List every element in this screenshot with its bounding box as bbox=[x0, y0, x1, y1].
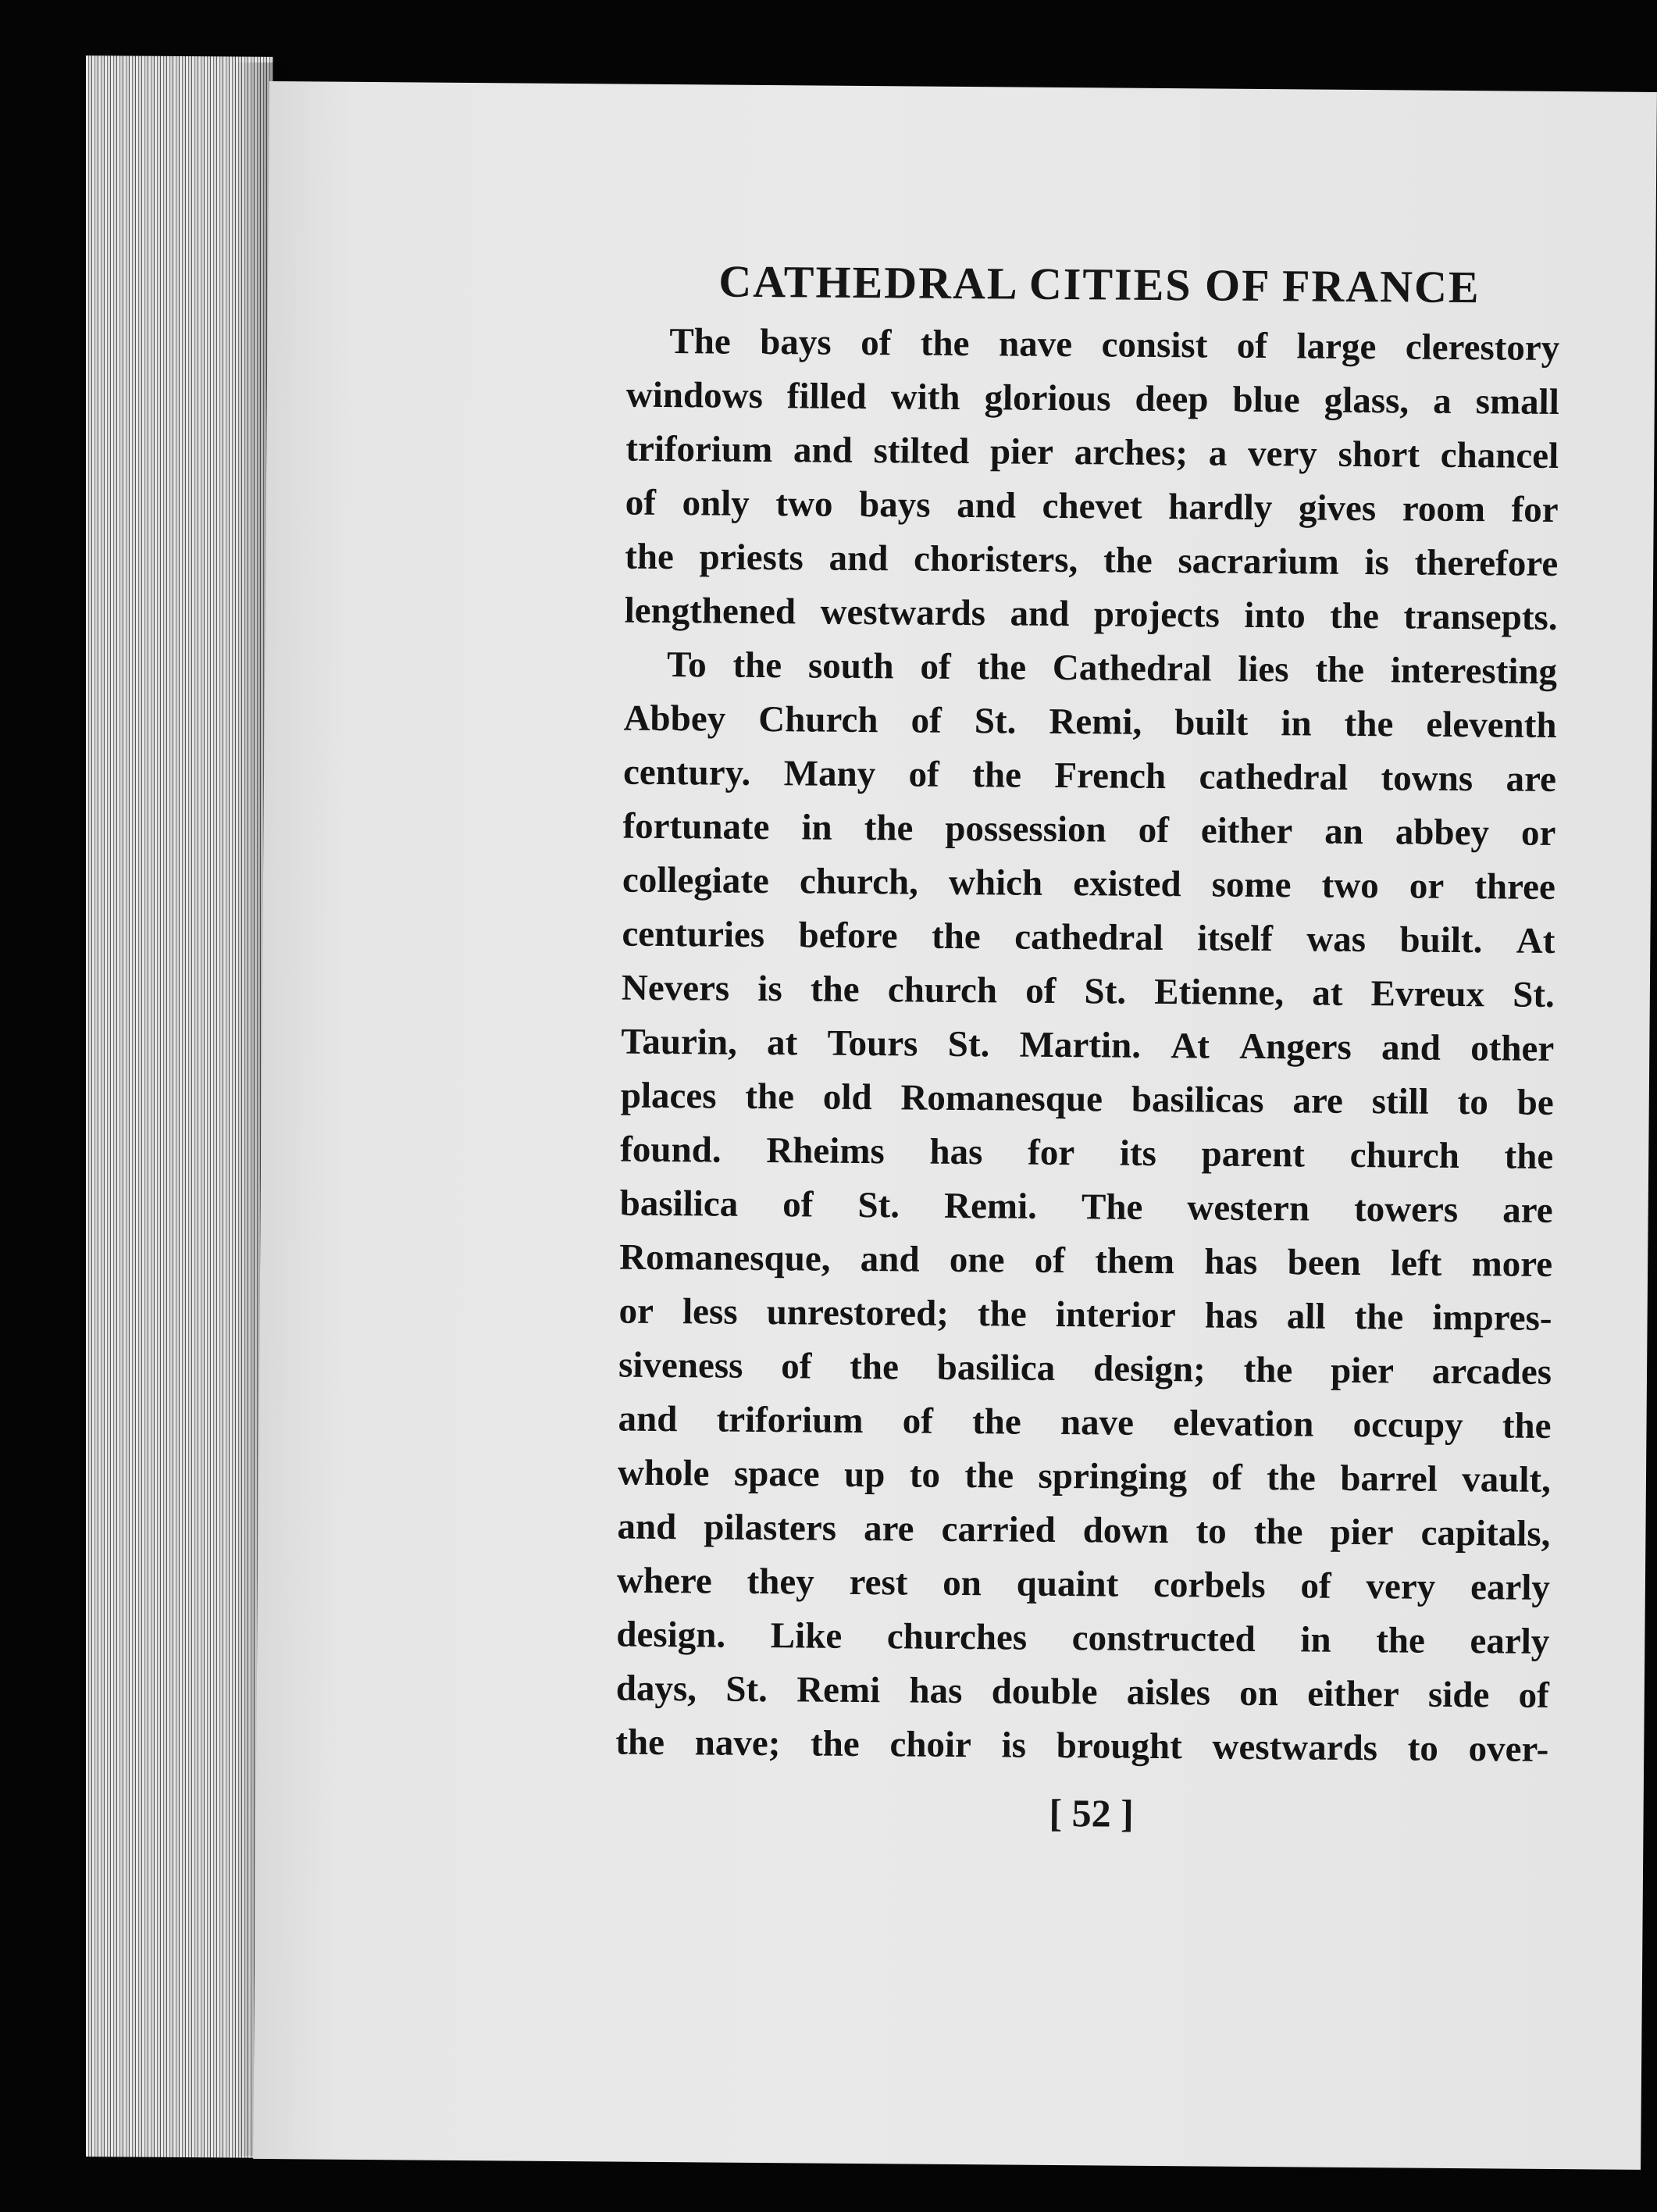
word: therefore bbox=[1414, 542, 1559, 584]
word: south bbox=[807, 645, 894, 687]
word: stilted bbox=[873, 430, 970, 473]
word: built. bbox=[1399, 919, 1483, 962]
word: and bbox=[957, 484, 1017, 526]
paragraph bbox=[624, 315, 1559, 645]
word: where bbox=[616, 1560, 712, 1602]
word: to bbox=[909, 1454, 941, 1496]
word: into bbox=[1244, 594, 1306, 637]
word: Nevers bbox=[621, 967, 730, 1009]
word: St. bbox=[725, 1668, 768, 1711]
word: vault, bbox=[1462, 1459, 1552, 1500]
word: barrel bbox=[1340, 1457, 1438, 1500]
text-line bbox=[618, 1447, 1552, 1507]
word: days, bbox=[615, 1668, 697, 1710]
word: or bbox=[618, 1290, 654, 1332]
word: collegiate bbox=[622, 859, 770, 902]
word: filled bbox=[786, 376, 867, 418]
word: westwards bbox=[1212, 1726, 1378, 1769]
word: hardly bbox=[1167, 487, 1273, 529]
word: basilicas bbox=[1131, 1079, 1264, 1122]
word: space bbox=[733, 1453, 820, 1495]
word: be bbox=[1516, 1082, 1554, 1123]
word: of bbox=[902, 1400, 934, 1442]
word: are bbox=[1502, 1190, 1553, 1231]
word: very bbox=[1366, 1566, 1436, 1607]
word: church bbox=[1349, 1134, 1460, 1177]
text-line bbox=[617, 1500, 1551, 1561]
word: whole bbox=[617, 1452, 710, 1494]
word: cathedral bbox=[1199, 756, 1349, 798]
word: gives bbox=[1298, 487, 1377, 530]
word: Remi. bbox=[943, 1185, 1038, 1227]
word: century. bbox=[622, 751, 751, 794]
word: Etienne, bbox=[1154, 971, 1285, 1014]
word: choristers, bbox=[913, 538, 1078, 581]
word: impres- bbox=[1432, 1297, 1552, 1339]
word: and bbox=[828, 537, 889, 580]
word: in bbox=[1281, 703, 1312, 744]
text-line bbox=[616, 1662, 1550, 1723]
word: they bbox=[747, 1561, 814, 1603]
word: interesting bbox=[1390, 650, 1558, 692]
word: still bbox=[1371, 1081, 1430, 1122]
word: old bbox=[822, 1076, 872, 1118]
word: cathedral bbox=[1014, 916, 1164, 959]
word: Martin. bbox=[1019, 1024, 1142, 1066]
word: or bbox=[1409, 865, 1445, 907]
word: the bbox=[1330, 595, 1380, 637]
word: Church bbox=[758, 698, 878, 741]
word: the bbox=[615, 1721, 665, 1764]
word: Taurin, bbox=[621, 1021, 738, 1063]
word: two bbox=[1321, 865, 1379, 907]
word: the bbox=[977, 1293, 1027, 1335]
word: are bbox=[1506, 758, 1557, 800]
text-line bbox=[621, 1069, 1555, 1130]
word: them bbox=[1095, 1240, 1175, 1283]
word: its bbox=[1119, 1133, 1157, 1174]
word: double bbox=[991, 1671, 1098, 1713]
word: very bbox=[1247, 433, 1318, 475]
word: the bbox=[732, 644, 782, 687]
word: to bbox=[1457, 1081, 1489, 1123]
word: for bbox=[1511, 489, 1559, 530]
word: is bbox=[1364, 542, 1390, 583]
word: the bbox=[850, 1346, 900, 1388]
word: has bbox=[1204, 1241, 1258, 1283]
word: transepts. bbox=[1403, 596, 1558, 638]
word: the bbox=[1502, 1405, 1552, 1447]
text-line bbox=[622, 854, 1556, 915]
word: more bbox=[1471, 1243, 1553, 1285]
book-page bbox=[253, 81, 1657, 2170]
word: consist bbox=[1101, 324, 1208, 366]
word: either bbox=[1200, 810, 1293, 852]
word: of bbox=[1034, 1240, 1066, 1282]
word: siveness bbox=[618, 1344, 743, 1386]
word: of bbox=[1024, 970, 1057, 1011]
text-line bbox=[623, 692, 1557, 753]
word: side bbox=[1427, 1674, 1490, 1716]
word: on bbox=[1239, 1672, 1279, 1714]
word: at bbox=[1312, 972, 1343, 1014]
word: design; bbox=[1092, 1348, 1206, 1390]
word: basilica bbox=[619, 1183, 739, 1225]
word: occupy bbox=[1352, 1404, 1463, 1447]
page-number: [ 52 ] bbox=[1049, 1790, 1134, 1836]
word: pilasters bbox=[704, 1507, 837, 1549]
text-line bbox=[618, 1339, 1552, 1400]
text-line bbox=[617, 1554, 1551, 1615]
word: of bbox=[910, 700, 942, 741]
word: projects bbox=[1093, 594, 1220, 636]
word: pier bbox=[989, 431, 1054, 473]
word: and bbox=[793, 430, 853, 471]
word: of bbox=[1518, 1675, 1550, 1716]
word: the bbox=[745, 1076, 795, 1118]
word: To bbox=[666, 644, 707, 686]
text-line bbox=[622, 908, 1555, 969]
word: church bbox=[887, 969, 998, 1011]
word: nave; bbox=[694, 1722, 781, 1764]
word: choir bbox=[889, 1724, 972, 1766]
word: springing bbox=[1038, 1455, 1188, 1498]
word: and bbox=[1381, 1027, 1441, 1069]
text-line bbox=[615, 1716, 1549, 1777]
word: At bbox=[1516, 920, 1555, 962]
word: all bbox=[1286, 1296, 1326, 1337]
word: up bbox=[843, 1454, 886, 1496]
word: the bbox=[1354, 1296, 1404, 1338]
word: Cathedral bbox=[1052, 647, 1212, 690]
word: of bbox=[920, 646, 951, 687]
word: abbey bbox=[1395, 812, 1490, 854]
word: some bbox=[1211, 864, 1292, 906]
word: The bbox=[669, 321, 731, 362]
word: chevet bbox=[1042, 485, 1142, 527]
word: of bbox=[781, 1346, 812, 1387]
word: Remi, bbox=[1049, 701, 1142, 743]
text-line bbox=[618, 1393, 1552, 1454]
word: in bbox=[1300, 1619, 1331, 1661]
word: found. bbox=[620, 1129, 722, 1171]
word: Many bbox=[783, 753, 876, 795]
word: the bbox=[1376, 1620, 1426, 1661]
text-line bbox=[618, 1285, 1552, 1346]
word: places bbox=[620, 1075, 717, 1117]
word: capitals, bbox=[1420, 1512, 1551, 1554]
word: St. bbox=[1513, 974, 1555, 1015]
word: of bbox=[625, 482, 657, 523]
word: the bbox=[964, 1455, 1014, 1497]
word: and bbox=[1010, 593, 1070, 635]
text-line bbox=[619, 1177, 1553, 1238]
word: Romanesque, bbox=[618, 1236, 831, 1279]
text-line bbox=[625, 423, 1559, 483]
word: on bbox=[943, 1562, 982, 1604]
word: glass, bbox=[1324, 380, 1409, 422]
word: of bbox=[1236, 325, 1268, 367]
word: westwards bbox=[820, 591, 986, 634]
word: interior bbox=[1055, 1293, 1177, 1336]
word: large bbox=[1296, 326, 1377, 368]
word: Rheims bbox=[766, 1130, 885, 1172]
text-line bbox=[626, 369, 1560, 430]
word: down bbox=[1082, 1510, 1169, 1552]
word: which bbox=[948, 862, 1043, 904]
word: rest bbox=[849, 1561, 908, 1604]
word: one bbox=[949, 1239, 1005, 1281]
text-line bbox=[622, 800, 1556, 861]
word: At bbox=[1171, 1026, 1210, 1067]
word: left bbox=[1390, 1243, 1442, 1284]
word: the bbox=[1103, 540, 1153, 581]
word: with bbox=[890, 376, 960, 418]
text-line bbox=[624, 638, 1558, 699]
word: towns bbox=[1381, 758, 1473, 800]
word: sacrarium bbox=[1178, 541, 1339, 583]
word: nave bbox=[998, 323, 1073, 366]
text-line bbox=[623, 746, 1557, 807]
word: fortunate bbox=[622, 805, 770, 848]
word: the bbox=[1253, 1511, 1303, 1553]
word: or bbox=[1520, 812, 1556, 854]
word: nave bbox=[1060, 1402, 1135, 1443]
word: a bbox=[1208, 433, 1228, 474]
text-line bbox=[619, 1231, 1553, 1292]
word: quaint bbox=[1016, 1563, 1119, 1605]
word: only bbox=[682, 483, 750, 524]
word: the bbox=[972, 755, 1022, 796]
word: carried bbox=[941, 1508, 1056, 1550]
word: unrestored; bbox=[766, 1292, 950, 1334]
word: the bbox=[977, 647, 1027, 688]
word: the bbox=[1243, 1349, 1293, 1391]
word: an bbox=[1324, 811, 1364, 853]
text-line bbox=[624, 584, 1558, 645]
body-text bbox=[615, 315, 1560, 1777]
word: basilica bbox=[936, 1347, 1056, 1389]
word: is bbox=[1001, 1725, 1027, 1766]
word: design. bbox=[616, 1614, 726, 1656]
word: two bbox=[775, 483, 833, 525]
word: for bbox=[1027, 1132, 1075, 1174]
word: the bbox=[1504, 1136, 1554, 1177]
word: St. bbox=[857, 1184, 900, 1226]
word: was bbox=[1306, 919, 1367, 961]
word: a bbox=[1432, 380, 1452, 422]
word: churches bbox=[886, 1616, 1028, 1658]
word: constructed bbox=[1071, 1618, 1256, 1660]
word: towers bbox=[1353, 1188, 1459, 1230]
word: windows bbox=[625, 374, 764, 416]
word: triforium bbox=[625, 428, 773, 471]
word: corbels bbox=[1153, 1564, 1266, 1607]
word: short bbox=[1338, 433, 1420, 476]
word: parent bbox=[1201, 1133, 1306, 1176]
word: has bbox=[1204, 1295, 1259, 1336]
word: the bbox=[1315, 649, 1365, 691]
word: bays bbox=[858, 483, 931, 526]
word: the bbox=[1344, 703, 1394, 745]
word: to bbox=[1196, 1511, 1227, 1552]
word: of bbox=[1138, 809, 1170, 851]
text-line bbox=[625, 530, 1559, 591]
word: bays bbox=[760, 321, 832, 363]
word: St. bbox=[1084, 971, 1127, 1012]
paragraph bbox=[615, 638, 1557, 1777]
text-line bbox=[616, 1608, 1550, 1669]
word: other bbox=[1470, 1028, 1555, 1069]
text-line bbox=[626, 315, 1560, 376]
word: Like bbox=[770, 1615, 843, 1657]
word: before bbox=[798, 915, 898, 957]
word: are bbox=[1292, 1080, 1344, 1122]
word: arches; bbox=[1074, 432, 1188, 474]
word: St. bbox=[947, 1023, 990, 1065]
word: small bbox=[1475, 381, 1559, 423]
word: church, bbox=[799, 861, 919, 903]
word: over- bbox=[1468, 1729, 1549, 1770]
word: in bbox=[801, 807, 832, 848]
word: centuries bbox=[622, 913, 765, 956]
word: either bbox=[1307, 1673, 1399, 1715]
running-title: CATHEDRAL CITIES OF FRANCE bbox=[718, 255, 1481, 313]
word: blue bbox=[1232, 379, 1300, 421]
word: the bbox=[920, 323, 970, 365]
word: and bbox=[618, 1398, 678, 1440]
word: eleventh bbox=[1426, 704, 1557, 746]
word: is bbox=[757, 968, 782, 1010]
word: been bbox=[1287, 1242, 1361, 1284]
word: clerestory bbox=[1405, 326, 1560, 369]
word: early bbox=[1470, 1621, 1550, 1662]
word: French bbox=[1054, 755, 1167, 797]
word: early bbox=[1470, 1567, 1551, 1608]
word: aisles bbox=[1126, 1671, 1211, 1714]
word: lengthened bbox=[624, 590, 796, 633]
word: at bbox=[766, 1022, 798, 1064]
word: chancel bbox=[1440, 434, 1559, 476]
word: The bbox=[1081, 1186, 1143, 1228]
word: the bbox=[810, 969, 860, 1010]
word: less bbox=[682, 1291, 738, 1333]
word: and bbox=[617, 1506, 677, 1548]
word: and bbox=[860, 1238, 920, 1280]
word: Tours bbox=[827, 1022, 918, 1065]
word: of bbox=[861, 322, 892, 364]
word: deep bbox=[1135, 378, 1209, 420]
word: lies bbox=[1238, 648, 1289, 690]
word: the bbox=[864, 808, 914, 849]
word: itself bbox=[1197, 918, 1274, 960]
word: of bbox=[1300, 1565, 1331, 1607]
text-line bbox=[621, 1015, 1555, 1076]
word: the bbox=[810, 1723, 860, 1765]
word: of bbox=[1211, 1457, 1243, 1498]
word: Remi bbox=[796, 1669, 881, 1711]
word: three bbox=[1474, 866, 1556, 908]
word: has bbox=[909, 1670, 963, 1712]
word: the bbox=[625, 536, 675, 578]
word: western bbox=[1187, 1187, 1310, 1229]
word: of bbox=[908, 754, 940, 795]
word: pier bbox=[1330, 1350, 1395, 1392]
paragraph-container bbox=[615, 315, 1560, 1777]
word: arcades bbox=[1431, 1350, 1552, 1393]
word: Romanesque bbox=[900, 1077, 1103, 1120]
word: triforium bbox=[716, 1399, 864, 1442]
text-line bbox=[625, 476, 1559, 537]
word: to bbox=[1407, 1728, 1439, 1769]
word: existed bbox=[1073, 863, 1181, 905]
word: the bbox=[1267, 1457, 1317, 1499]
word: are bbox=[863, 1508, 914, 1550]
word: has bbox=[929, 1131, 983, 1173]
word: Evreux bbox=[1370, 973, 1485, 1015]
word: pier bbox=[1330, 1511, 1394, 1554]
word: elevation bbox=[1173, 1403, 1314, 1445]
word: the bbox=[931, 915, 981, 958]
word: room bbox=[1402, 488, 1486, 530]
word: Abbey bbox=[623, 697, 726, 740]
word: St. bbox=[974, 701, 1017, 742]
word: glorious bbox=[984, 377, 1111, 419]
text-line bbox=[622, 962, 1555, 1022]
word: brought bbox=[1056, 1725, 1183, 1768]
text-line bbox=[620, 1123, 1554, 1184]
word: the bbox=[971, 1401, 1021, 1443]
word: built bbox=[1174, 702, 1249, 744]
word: Angers bbox=[1239, 1026, 1352, 1068]
word: priests bbox=[699, 537, 804, 579]
word: possession bbox=[945, 808, 1106, 851]
word: of bbox=[782, 1184, 814, 1226]
